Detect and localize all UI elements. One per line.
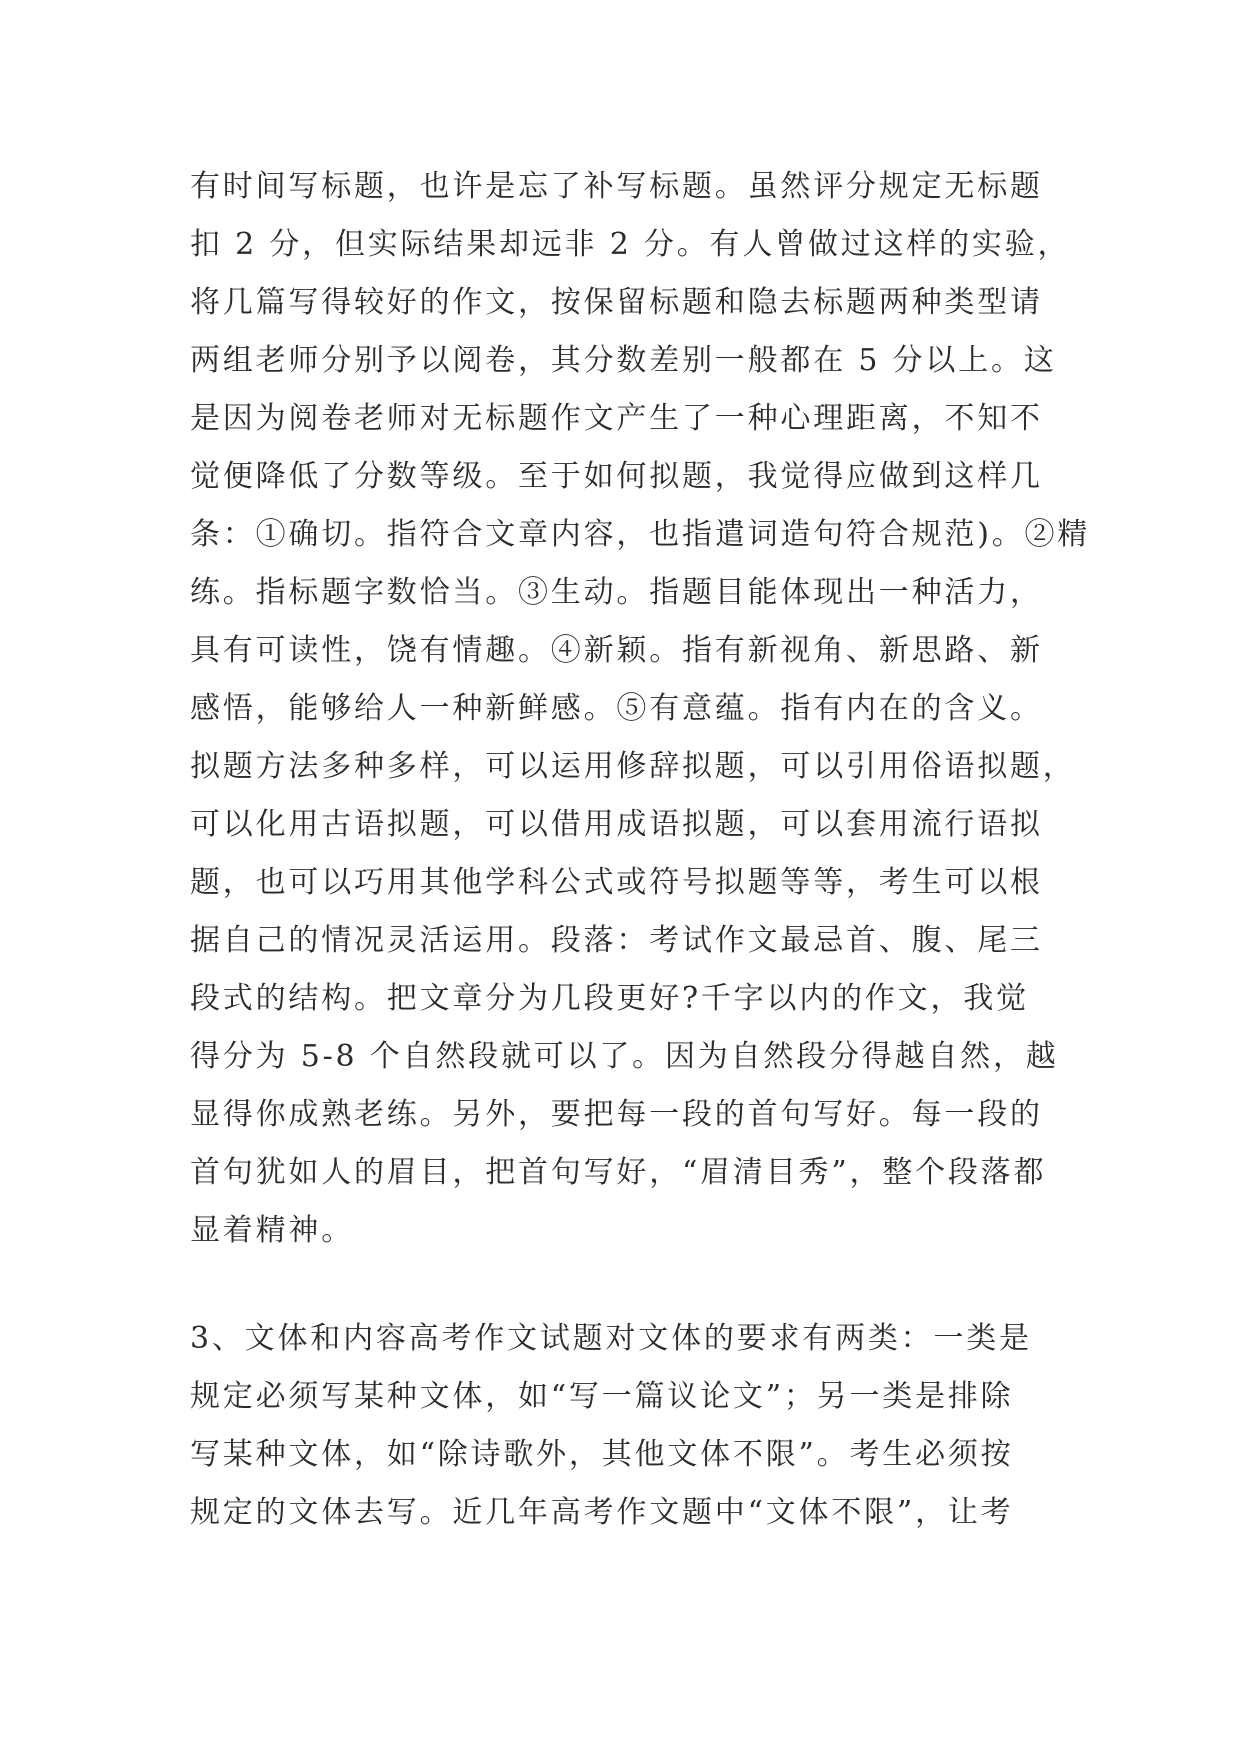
text-line: 是因为阅卷老师对无标题作文产生了一种心理距离，不知不 bbox=[190, 401, 1043, 436]
text-line: 首句犹如人的眉目，把首句写好，“眉清目秀”，整个段落都 bbox=[190, 1155, 1047, 1190]
text-line: 拟题方法多种多样，可以运用修辞拟题，可以引用俗语拟题， bbox=[190, 749, 1076, 784]
text-line: 有时间写标题，也许是忘了补写标题。虽然评分规定无标题 bbox=[190, 169, 1043, 204]
text-line: 规定的文体去写。近几年高考作文题中“文体不限”，让考 bbox=[190, 1495, 1014, 1530]
text-line: 段式的结构。把文章分为几段更好?千字以内的作文，我觉 bbox=[190, 981, 1029, 1016]
text-line: 练。指标题字数恰当。③生动。指题目能体现出一种活力， bbox=[190, 575, 1043, 610]
text-line: 显得你成熟老练。另外，要把每一段的首句写好。每一段的 bbox=[190, 1097, 1043, 1132]
text-line: 3、文体和内容高考作文试题对文体的要求有两类：一类是 bbox=[190, 1321, 1032, 1356]
text-line: 扣 2 分，但实际结果却远非 2 分。有人曾做过这样的实验， bbox=[190, 227, 1071, 262]
paragraph-title-advice bbox=[190, 158, 1091, 1260]
text-line: 条：①确切。指符合文章内容，也指遣词造句符合规范)。②精 bbox=[190, 517, 1091, 552]
text-line: 题，也可以巧用其他学科公式或符号拟题等等，考生可以根 bbox=[190, 865, 1043, 900]
text-line: 具有可读性，饶有情趣。④新颖。指有新视角、新思路、新 bbox=[190, 633, 1043, 668]
text-line: 两组老师分别予以阅卷，其分数差别一般都在 5 分以上。这 bbox=[190, 343, 1057, 378]
paragraph-genre-content bbox=[190, 1310, 1070, 1542]
text-line: 显着精神。 bbox=[190, 1213, 354, 1248]
text-line: 感悟，能够给人一种新鲜感。⑤有意蕴。指有内在的含义。 bbox=[190, 691, 1043, 726]
text-line: 将几篇写得较好的作文，按保留标题和隐去标题两种类型请 bbox=[190, 285, 1043, 320]
text-line: 觉便降低了分数等级。至于如何拟题，我觉得应做到这样几 bbox=[190, 459, 1043, 494]
text-line: 写某种文体，如“除诗歌外，其他文体不限”。考生必须按 bbox=[190, 1437, 1014, 1472]
text-line: 可以化用古语拟题，可以借用成语拟题，可以套用流行语拟 bbox=[190, 807, 1043, 842]
text-line: 得分为 5-8 个自然段就可以了。因为自然段分得越自然，越 bbox=[190, 1039, 1059, 1074]
text-line: 规定必须写某种文体，如“写一篇议论文”；另一类是排除 bbox=[190, 1379, 1014, 1414]
text-line: 据自己的情况灵活运用。段落：考试作文最忌首、腹、尾三 bbox=[190, 923, 1043, 958]
